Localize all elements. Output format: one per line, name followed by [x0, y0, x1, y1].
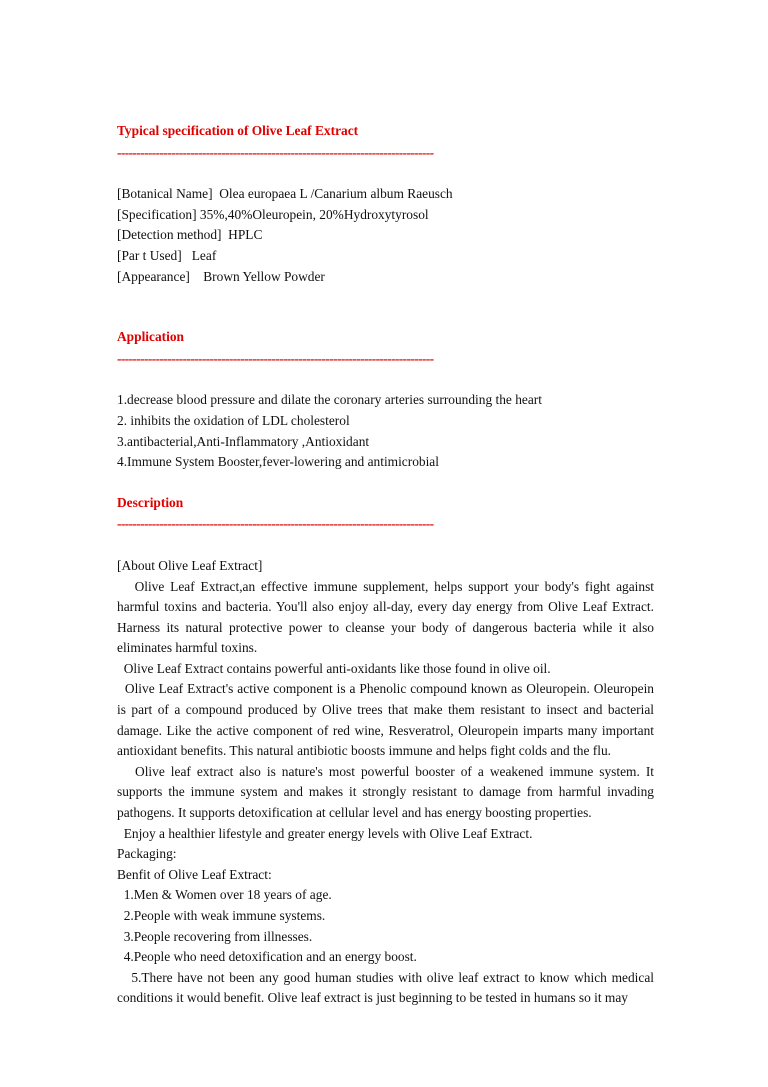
- description-paragraph: Olive Leaf Extract,an effective immune supplement, helps support your body's fight against harmful toxins and bacteria. You'll also enjoy all-day, every day energy from Olive Leaf Extract. Harness its natural protective power to cleanse your body of dangerous bacteria while it also eliminates harmful toxins.: [117, 578, 658, 656]
- description-paragraph: Olive Leaf Extract's active component is a Phenolic compound known as Oleuropein. Oleuropein is part of a compound produced by Olive trees that make them resistant to insect and bacterial damage. Like the active component of red wine, Resveratrol, Oleuropein imparts many important antioxidant benefits. This natural antibiotic boosts immune and helps fight colds and the flu.: [117, 681, 658, 759]
- spec-part-used: [Par t Used] Leaf: [117, 247, 217, 263]
- application-item: 2. inhibits the oxidation of LDL cholesterol: [117, 412, 350, 428]
- benefit-item: 4.People who need detoxification and an energy boost.: [117, 949, 417, 965]
- description-divider: ----------------------------------------------------------------------------------: [117, 516, 434, 532]
- document-content: [117, 121, 658, 1009]
- packaging-label: Packaging:: [117, 846, 177, 862]
- benefit-item: 5.There have not been any good human studies with olive leaf extract to know which medical conditions it would benefit. Olive leaf extract is just beginning to be tested in humans so it may: [117, 969, 658, 1006]
- spec-divider: ----------------------------------------------------------------------------------: [117, 144, 434, 160]
- description-paragraph: Olive leaf extract also is nature's most powerful booster of a weakened immune system. It supports the immune system and makes it strongly resistant to damage from harmful invading pathogens. It supports detoxification at cellular level and has energy boosting properties.: [117, 763, 658, 821]
- application-divider: ----------------------------------------------------------------------------------: [117, 350, 434, 366]
- benefit-item: 2.People with weak immune systems.: [117, 908, 326, 923]
- benefit-item: 3.People recovering from illnesses.: [117, 928, 313, 944]
- spec-botanical-name: [Botanical Name] Olea europaea L /Canarium album Raeusch: [117, 186, 453, 202]
- application-item: 4.Immune System Booster,fever-lowering and antimicrobial: [117, 454, 439, 470]
- spec-detection-method: [Detection method] HPLC: [117, 227, 263, 243]
- description-paragraph: Enjoy a healthier lifestyle and greater energy levels with Olive Leaf Extract.: [117, 825, 533, 841]
- spec-specification: [Specification] 35%,40%Oleuropein, 20%Hydroxytyrosol: [117, 206, 429, 222]
- spec-heading: Typical specification of Olive Leaf Extract: [117, 123, 359, 138]
- description-heading: Description: [117, 494, 184, 510]
- benefit-item: 1.Men & Women over 18 years of age.: [117, 887, 332, 903]
- application-item: 1.decrease blood pressure and dilate the coronary arteries surrounding the heart: [117, 392, 542, 408]
- application-heading: Application: [117, 329, 184, 345]
- application-item: 3.antibacterial,Anti-Inflammatory ,Antioxidant: [117, 433, 370, 449]
- spec-appearance: [Appearance] Brown Yellow Powder: [117, 268, 325, 284]
- about-title: [About Olive Leaf Extract]: [117, 557, 263, 573]
- benefit-title: Benfit of Olive Leaf Extract:: [117, 866, 272, 882]
- description-paragraph: Olive Leaf Extract contains powerful anti-oxidants like those found in olive oil.: [117, 660, 551, 676]
